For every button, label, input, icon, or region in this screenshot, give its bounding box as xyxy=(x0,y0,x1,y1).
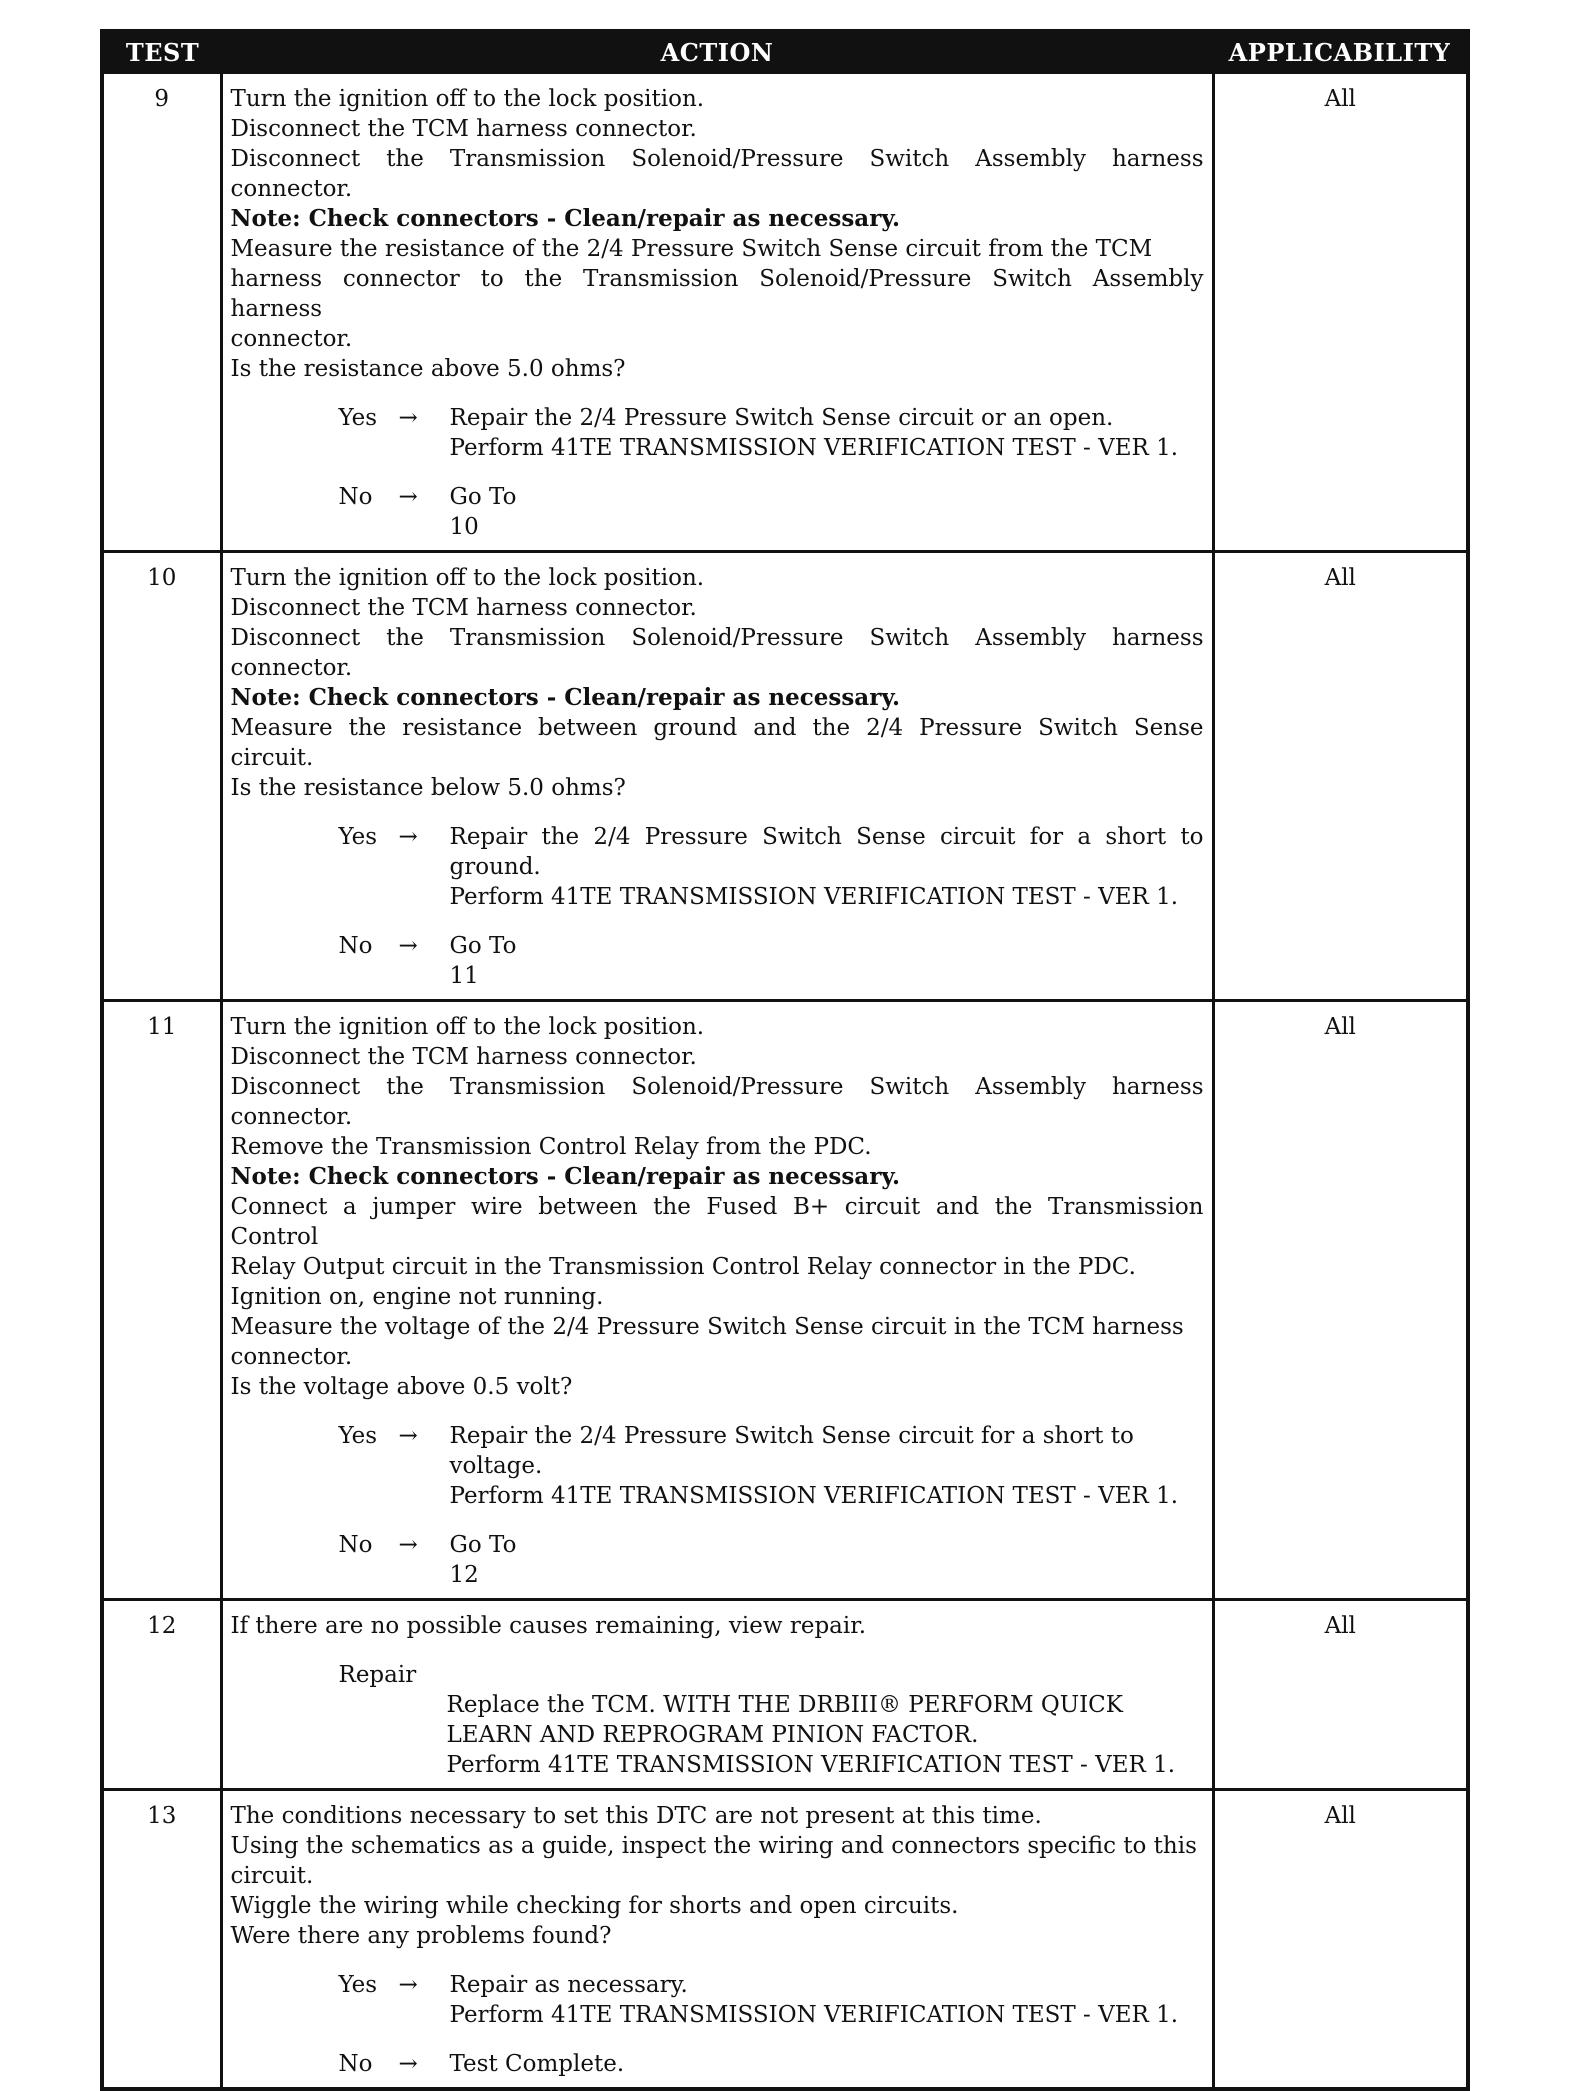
yes-result-line: Repair the 2/4 Pressure Switch Sense circuit for a short to ground. xyxy=(449,824,1204,880)
step-line: circuit. xyxy=(230,1863,314,1889)
step-line: Relay Output circuit in the Transmission Control Relay connector in the PDC. xyxy=(230,1254,1136,1280)
arrow-icon: → xyxy=(398,1423,418,1449)
yes-result xyxy=(450,1970,1204,2030)
step-line: Disconnect the TCM harness connector. xyxy=(230,116,697,142)
yes-result xyxy=(450,822,1204,912)
step-line: Turn the ignition off to the lock position. xyxy=(230,1014,705,1040)
step-line: connector. xyxy=(230,326,353,352)
goto-target: 12 xyxy=(449,1562,479,1588)
step-line: Measure the voltage of the 2/4 Pressure Switch Sense circuit in the TCM harness xyxy=(230,1314,1184,1340)
yes-result-line: voltage. xyxy=(449,1453,543,1479)
no-label: No xyxy=(338,484,373,510)
step-line: Measure the resistance of the 2/4 Pressure Switch Sense circuit from the TCM xyxy=(230,236,1153,262)
no-label: No xyxy=(338,2051,373,2077)
table-row xyxy=(102,1001,1468,1600)
answers xyxy=(231,1970,1204,2079)
note-line: Note: Check connectors - Clean/repair as necessary. xyxy=(230,684,901,711)
arrow-icon: → xyxy=(398,2051,418,2077)
yes-result-line: Perform 41TE TRANSMISSION VERIFICATION TEST - VER 1. xyxy=(449,435,1179,461)
yes-label: Yes xyxy=(338,1972,378,1998)
repair-label: Repair xyxy=(338,1662,417,1688)
step-line: Disconnect the Transmission Solenoid/Pressure Switch Assembly harness connector. xyxy=(230,625,1204,681)
arrow-icon: → xyxy=(398,484,418,510)
answers xyxy=(231,403,1204,542)
answers xyxy=(231,1421,1204,1590)
step-line: Using the schematics as a guide, inspect the wiring and connectors specific to this xyxy=(230,1833,1197,1859)
yes-label: Yes xyxy=(338,1423,378,1449)
step-line: harness connector to the Transmission Solenoid/Pressure Switch Assembly harness xyxy=(230,266,1204,322)
table-row xyxy=(102,1600,1468,1790)
yes-branch xyxy=(231,403,1204,463)
goto-text: Go To xyxy=(449,1532,517,1558)
step-line: Disconnect the TCM harness connector. xyxy=(230,595,697,621)
arrow-icon: → xyxy=(398,1532,418,1558)
repair-line: LEARN AND REPROGRAM PINION FACTOR. xyxy=(446,1722,979,1748)
no-result xyxy=(450,1530,1204,1590)
goto-target: 10 xyxy=(449,514,479,540)
yes-result-line: Perform 41TE TRANSMISSION VERIFICATION TEST - VER 1. xyxy=(449,1483,1179,1509)
header-test: TEST xyxy=(102,31,221,73)
repair-body xyxy=(447,1690,1204,1780)
goto-target: 11 xyxy=(449,963,479,989)
applicability: All xyxy=(1213,1001,1468,1600)
yes-result-line: Perform 41TE TRANSMISSION VERIFICATION TEST - VER 1. xyxy=(449,884,1179,910)
applicability: All xyxy=(1213,1790,1468,2090)
test-number: 9 xyxy=(102,73,221,552)
test-number: 11 xyxy=(102,1001,221,1600)
header-action: ACTION xyxy=(221,31,1213,73)
table-header-row xyxy=(102,31,1468,73)
question-line: Is the voltage above 0.5 volt? xyxy=(230,1374,573,1400)
step-line: Disconnect the Transmission Solenoid/Pressure Switch Assembly harness connector. xyxy=(230,146,1204,202)
action-cell xyxy=(221,1600,1213,1790)
test-number: 12 xyxy=(102,1600,221,1790)
note-line: Note: Check connectors - Clean/repair as necessary. xyxy=(230,205,901,232)
yes-result xyxy=(450,1421,1204,1511)
header-applicability: APPLICABILITY xyxy=(1213,31,1468,73)
yes-branch xyxy=(231,1421,1204,1511)
step-line: Wiggle the wiring while checking for shorts and open circuits. xyxy=(230,1893,959,1919)
yes-result xyxy=(450,403,1204,463)
yes-result-line: Repair the 2/4 Pressure Switch Sense circuit for a short to xyxy=(449,1423,1134,1449)
no-branch xyxy=(231,482,1204,542)
goto-text: Go To xyxy=(449,933,517,959)
step-line: The conditions necessary to set this DTC are not present at this time. xyxy=(230,1803,1042,1829)
table-row xyxy=(102,1790,1468,2090)
arrow-icon: → xyxy=(398,933,418,959)
table-row xyxy=(102,73,1468,552)
goto-text: Go To xyxy=(449,484,517,510)
note-line: Note: Check connectors - Clean/repair as necessary. xyxy=(230,1163,901,1190)
applicability: All xyxy=(1213,1600,1468,1790)
no-branch xyxy=(231,2049,1204,2079)
no-result xyxy=(450,482,1204,542)
arrow-icon: → xyxy=(398,824,418,850)
action-cell xyxy=(221,1001,1213,1600)
repair-line: Perform 41TE TRANSMISSION VERIFICATION TEST - VER 1. xyxy=(446,1752,1176,1778)
no-branch xyxy=(231,931,1204,991)
step-line: Ignition on, engine not running. xyxy=(230,1284,604,1310)
no-label: No xyxy=(338,1532,373,1558)
step-line: Remove the Transmission Control Relay from the PDC. xyxy=(230,1134,872,1160)
test-number: 13 xyxy=(102,1790,221,2090)
yes-result-line: Repair the 2/4 Pressure Switch Sense circuit or an open. xyxy=(449,405,1114,431)
yes-result-line: Perform 41TE TRANSMISSION VERIFICATION TEST - VER 1. xyxy=(449,2002,1179,2028)
yes-branch xyxy=(231,1970,1204,2030)
test-number: 10 xyxy=(102,552,221,1001)
yes-label: Yes xyxy=(338,405,378,431)
test-complete-text: Test Complete. xyxy=(449,2051,625,2077)
question-line: Is the resistance above 5.0 ohms? xyxy=(230,356,626,382)
step-line: Measure the resistance between ground and the 2/4 Pressure Switch Sense circuit. xyxy=(230,715,1204,771)
action-cell xyxy=(221,552,1213,1001)
step-line: Connect a jumper wire between the Fused B+ circuit and the Transmission Control xyxy=(230,1194,1204,1250)
applicability: All xyxy=(1213,552,1468,1001)
step-line: connector. xyxy=(230,1344,353,1370)
step-line: Turn the ignition off to the lock position. xyxy=(230,86,705,112)
step-line: Turn the ignition off to the lock position. xyxy=(230,565,705,591)
question-line: Were there any problems found? xyxy=(230,1923,612,1949)
table-row xyxy=(102,552,1468,1001)
arrow-icon: → xyxy=(398,1972,418,1998)
applicability: All xyxy=(1213,73,1468,552)
repair-line: Replace the TCM. WITH THE DRBIII® PERFORM QUICK xyxy=(446,1692,1123,1718)
action-cell xyxy=(221,73,1213,552)
yes-result-line: Repair as necessary. xyxy=(449,1972,688,1998)
action-cell xyxy=(221,1790,1213,2090)
no-result xyxy=(450,931,1204,991)
step-line: Disconnect the TCM harness connector. xyxy=(230,1044,697,1070)
no-result xyxy=(450,2049,1204,2079)
answers xyxy=(231,822,1204,991)
arrow-icon: → xyxy=(398,405,418,431)
diagnostic-table-page xyxy=(100,29,1466,2091)
yes-label: Yes xyxy=(338,824,378,850)
no-label: No xyxy=(338,933,373,959)
yes-branch xyxy=(231,822,1204,912)
step-line: Disconnect the Transmission Solenoid/Pressure Switch Assembly harness connector. xyxy=(230,1074,1204,1130)
diagnostic-test-table xyxy=(100,29,1470,2091)
step-line: If there are no possible causes remaining, view repair. xyxy=(230,1613,867,1639)
no-branch xyxy=(231,1530,1204,1590)
question-line: Is the resistance below 5.0 ohms? xyxy=(230,775,626,801)
